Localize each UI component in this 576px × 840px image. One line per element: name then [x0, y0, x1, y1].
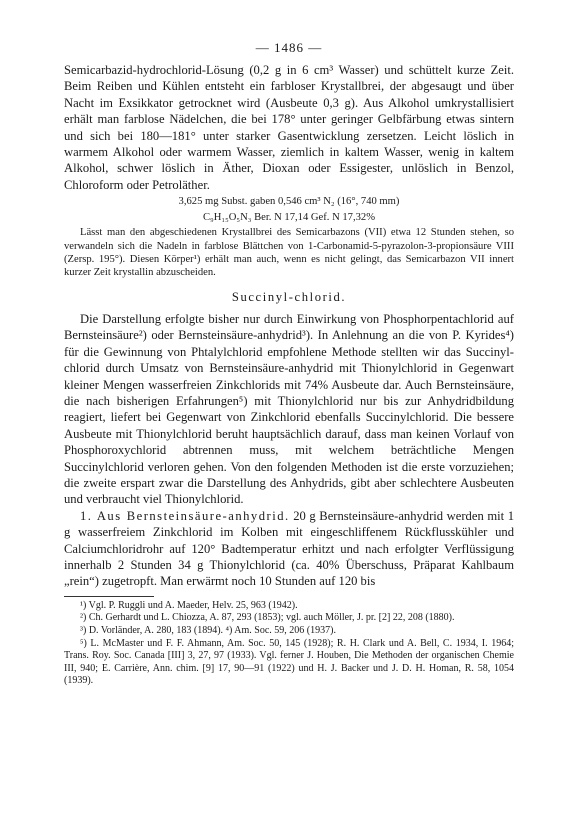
analysis-line-2: C₉H₁₅O₅N₃ Ber. N 17,14 Gef. N 17,32% — [202, 211, 376, 223]
paragraph-semicarbazon: Semicarbazid-hydrochlorid-Lösung (0,2 g in 6 cm³ Wasser) und schüttelt kurze Zeit. Beim Reiben und Kühlen entsteht ein farbloser Krystallbrei, der abgesaugt und über Nacht im Exsikkator getrocknet wird (Ausbeute 0,3 g). Aus Alkohol umkrystallisiert erhält man farblose Nädelchen, die bei 178° unter geringer Gelbfärbung etwas sintern und sich bei 180—181° unter starker Gasentwicklung zersetzen. Leicht löslich in warmem Alkohol oder warmem Wasser, ziemlich in kaltem Wasser, wenig in kaltem Alkohol, schwer löslich in Äther, Dioxan oder Essigester, unlöslich in Benzol, Chloroform oder Petroläther. — [64, 63, 514, 192]
footnote-rule — [64, 596, 154, 597]
paragraph-darstellung: Die Darstellung erfolgte bisher nur durch Einwirkung von Phosphorpentachlorid auf Bernsteinsäure²) oder Bernsteinsäure-anhydrid³). In Anlehnung an die von P. Kyrides⁴) für die Gewinnung von Phtalylchlorid empfohlene Methode stellten wir das Succinyl-chlorid durch Umsatz von Bernsteinsäure-anhydrid mit Thionylchlorid in Gegenwart kleiner Mengen wasserfreien Zinkchlorids mit 74% Ausbeute dar. Auch Bernsteinsäure, die nach bisherigen Erfahrungen⁵) mit Thionylchlorid nur bis zur Anhydridbildung reagiert, liefert bei Gegenwart von Zinkchlorid ebenfalls Succinylchlorid. Die bessere Ausbeute mit Thionylchlorid beruht hauptsächlich darauf, dass man keinen Vorlauf von Phosphoroxychlorid abtrennen muss, mit welchem beträchtliche Mengen Succinylchlorid verloren gehen. Von den folgenden Methoden ist die erste vorzuziehen; die zweite erspart zwar die Darstellung des Anhydrids, gibt aber schlechtere Ausbeuten und verbraucht viel Thionylchlorid. — [64, 311, 514, 507]
method-heading: 1. Aus Bernsteinsäure-anhydrid. — [80, 508, 290, 523]
analysis-line-1: 3,625 mg Subst. gaben 0,546 cm³ N₂ (16°, 740 mm) — [178, 196, 400, 208]
section-title: Succinyl-chlorid. — [231, 289, 347, 304]
footnote-5: ⁵) L. McMaster und F. F. Ahmann, Am. Soc. 50, 145 (1928); R. H. Clark und A. Bell, C. 1934, I. 1964; Trans. Roy. Soc. Canada [III] 3, 27, 97 (1933). Vgl. ferner J. Houben, Die Methoden der organischen Chemie III, 940; E. Carrière, Ann. chim. [9] 17, 90—91 (1922) und H. J. Backer und J. D. H. Homan, R. 58, 1054 (1939). — [64, 637, 514, 687]
page — [64, 40, 514, 688]
footnote-3-4: ³) D. Vorländer, A. 280, 183 (1894). ⁴) Am. Soc. 59, 206 (1937). — [80, 624, 336, 636]
method-text: 20 g Bernsteinsäure-anhydrid werden mit 1 g wasserfreiem Zinkchlorid im Kolben mit eingeschliffenem Rückflusskühler und Calciumchloridrohr auf 120° Badtemperatur erhitzt und nach erfolgter Verflüssigung innerhalb 2 Stunden 34 g Thionylchlorid (ca. 40% Überschuss, Präparat Kahlbaum „rein“) zugetropft. Man erwärmt noch 10 Stunden auf 120 bis — [64, 508, 514, 589]
paragraph-method-1 — [64, 508, 514, 590]
page-number: — 1486 — — [255, 40, 323, 55]
note-paragraph: Lässt man den abgeschiedenen Krystallbrei des Semicarbazons (VII) etwa 12 Stunden stehen, so verwandeln sich die Nadeln in farblose Blättchen von 1-Carbonamid-5-pyrazolon-3-propionsäure VIII (Zersp. 195°). Diesen Körper¹) erhält man auch, wenn es nicht gelingt, das Semicarbazon VII innert kurzer Zeit krystallin abzuscheiden. — [64, 227, 514, 279]
footnote-2: ²) Ch. Gerhardt und L. Chiozza, A. 87, 293 (1853); vgl. auch Möller, J. pr. [2] 22, 208 (1880). — [80, 612, 455, 624]
footnote-1: ¹) Vgl. P. Ruggli und A. Maeder, Helv. 25, 963 (1942). — [80, 599, 298, 611]
